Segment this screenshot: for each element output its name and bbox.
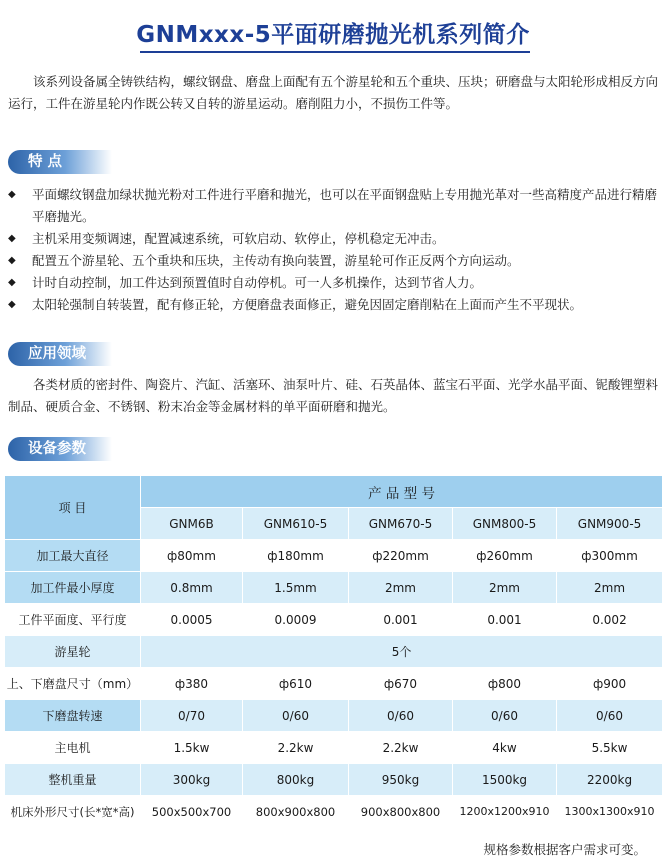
row-value: ф670	[349, 668, 453, 700]
row-value: 0.002	[557, 604, 663, 636]
row-value: ф300mm	[557, 540, 663, 572]
features-section-tab	[8, 150, 112, 174]
row-label: 上、下磨盘尺寸（mm）	[5, 668, 141, 700]
row-label: 下磨盘转速	[5, 700, 141, 732]
intro-paragraph: 该系列设备属全铸铁结构，螺纹钢盘、磨盘上面配有五个游星轮和五个重块、压块；研磨盘与太阳轮形成相反方向运行，工件在游星轮内作既公转又自转的游星运动。磨削阻力小，不损伤工件等。	[8, 74, 659, 111]
row-value: 950kg	[349, 764, 453, 796]
row-value: 800kg	[243, 764, 349, 796]
title-underline	[140, 51, 530, 53]
row-value: ф380	[141, 668, 243, 700]
table-header-row	[5, 476, 663, 508]
row-value: ф900	[557, 668, 663, 700]
row-label: 加工最大直径	[5, 540, 141, 572]
row-value: ф800	[453, 668, 557, 700]
row-value: 0/60	[557, 700, 663, 732]
table-row	[5, 604, 663, 636]
row-value: 0/70	[141, 700, 243, 732]
row-value: 2mm	[557, 572, 663, 604]
row-value: 1.5mm	[243, 572, 349, 604]
row-value: 2.2kw	[349, 732, 453, 764]
model-cell: GNM6B	[141, 508, 243, 540]
row-value: 1.5kw	[141, 732, 243, 764]
row-value: 800x900x800	[243, 796, 349, 828]
table-row	[5, 636, 663, 668]
row-value: ф220mm	[349, 540, 453, 572]
model-cell: GNM800-5	[453, 508, 557, 540]
feature-item: ◆ 计时自动控制，加工件达到预置值时自动停机。可一人多机操作，达到节省人力。	[8, 272, 658, 294]
row-value: 0.8mm	[141, 572, 243, 604]
feature-item: ◆ 太阳轮强制自转装置，配有修正轮，方便磨盘表面修正，避免因固定磨削粘在上面而产生不平现状。	[8, 294, 658, 316]
row-value: ф80mm	[141, 540, 243, 572]
table-row	[5, 540, 663, 572]
row-value-merged: 5个	[141, 636, 663, 668]
row-value: 0/60	[349, 700, 453, 732]
row-value: 500x500x700	[141, 796, 243, 828]
features-heading: 特 点	[28, 154, 63, 170]
application-heading: 应用领域	[28, 346, 86, 362]
row-value: ф180mm	[243, 540, 349, 572]
model-cell: GNM900-5	[557, 508, 663, 540]
row-value: 2mm	[453, 572, 557, 604]
row-value: 0/60	[243, 700, 349, 732]
model-header: 产 品 型 号	[141, 476, 663, 508]
row-value: 0.0009	[243, 604, 349, 636]
features-list	[8, 184, 658, 316]
table-row	[5, 700, 663, 732]
row-value: 2200kg	[557, 764, 663, 796]
table-row	[5, 764, 663, 796]
row-label: 机床外形尺寸(长*宽*高)	[5, 796, 141, 828]
row-value: 900x800x800	[349, 796, 453, 828]
model-cell: GNM610-5	[243, 508, 349, 540]
page-title: GNMxxx-5平面研磨抛光机系列简介	[136, 22, 530, 48]
row-label: 游星轮	[5, 636, 141, 668]
row-value: 1300x1300x910	[557, 796, 663, 828]
row-value: 2.2kw	[243, 732, 349, 764]
params-heading: 设备参数	[28, 441, 86, 457]
table-row	[5, 572, 663, 604]
row-label: 主电机	[5, 732, 141, 764]
application-section-tab	[8, 342, 112, 366]
table-row	[5, 796, 663, 828]
row-value: ф260mm	[453, 540, 557, 572]
row-value: 2mm	[349, 572, 453, 604]
row-value: 300kg	[141, 764, 243, 796]
item-header: 项 目	[5, 476, 141, 540]
row-value: 0/60	[453, 700, 557, 732]
row-value: 0.0005	[141, 604, 243, 636]
row-value: ф610	[243, 668, 349, 700]
feature-item: ◆ 主机采用变频调速，配置减速系统，可软启动、软停止，停机稳定无冲击。	[8, 228, 658, 250]
row-label: 整机重量	[5, 764, 141, 796]
model-cell: GNM670-5	[349, 508, 453, 540]
table-row	[5, 732, 663, 764]
row-value: 0.001	[349, 604, 453, 636]
application-paragraph: 各类材质的密封件、陶瓷片、汽缸、活塞环、油泵叶片、硅、石英晶体、蓝宝石平面、光学水晶平面、铌酸锂塑料制品、硬质合金、不锈钢、粉末冶金等金属材料的单平面研磨和抛光。	[8, 377, 659, 414]
row-label: 加工件最小厚度	[5, 572, 141, 604]
spec-table	[4, 475, 663, 828]
row-value: 5.5kw	[557, 732, 663, 764]
params-section-tab	[8, 437, 112, 461]
table-row	[5, 668, 663, 700]
row-label: 工件平面度、平行度	[5, 604, 141, 636]
row-value: 4kw	[453, 732, 557, 764]
row-value: 1200x1200x910	[453, 796, 557, 828]
footnote: 规格参数根据客户需求可变。	[483, 842, 646, 857]
row-value: 1500kg	[453, 764, 557, 796]
feature-item: ◆ 配置五个游星轮、五个重块和压块，主传动有换向装置，游星轮可作正反两个方向运动。	[8, 250, 658, 272]
row-value: 0.001	[453, 604, 557, 636]
feature-item: ◆ 平面螺纹钢盘加绿状抛光粉对工件进行平磨和抛光，也可以在平面钢盘贴上专用抛光革对一些高精度产品进行精磨平磨抛光。	[8, 184, 658, 228]
